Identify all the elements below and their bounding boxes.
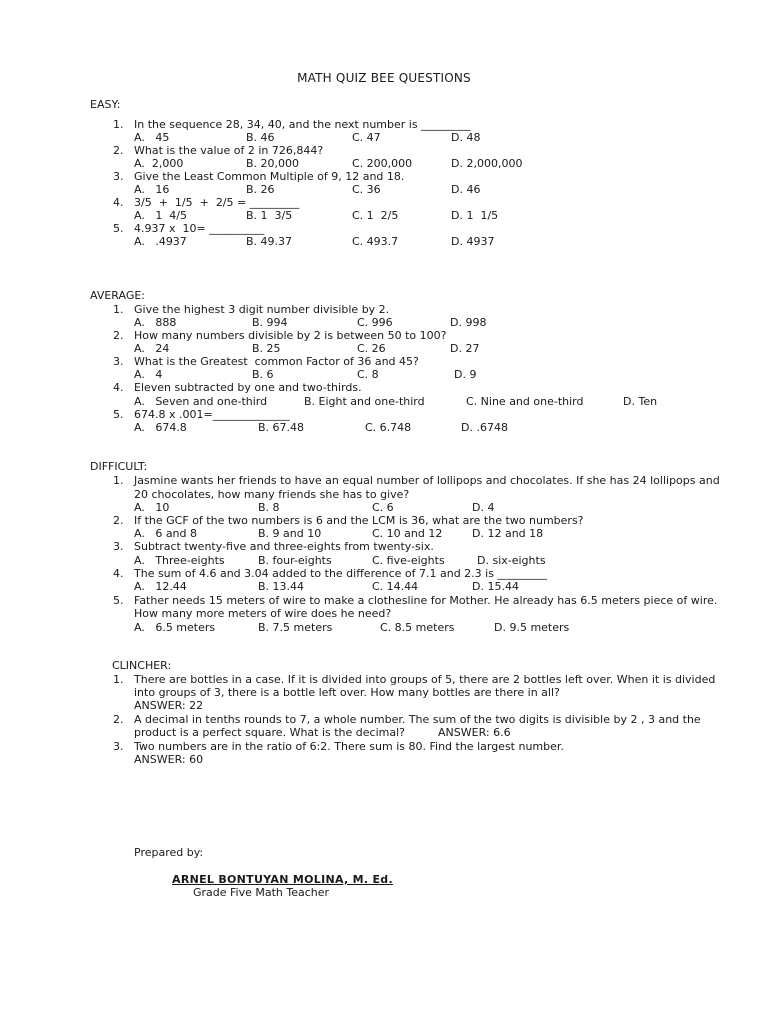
option-b: B. 9 and 10 (258, 527, 322, 540)
answer: ANSWER: 22 (134, 699, 204, 712)
question-text: If the GCF of the two numbers is 6 and the LCM is 36, what are the two numbers? (134, 514, 584, 527)
question-number: 1. (113, 303, 124, 316)
option-c: C. five-eights (372, 554, 445, 567)
question-number: 4. (113, 381, 124, 394)
option-c: C. 36 (352, 183, 381, 196)
question-text: A decimal in tenths rounds to 7, a whole number. The sum of the two digits is divisible by 2 , 3 and the (134, 713, 701, 726)
option-b: B. four-eights (258, 554, 332, 567)
question-text-continued: product is a perfect square. What is the decimal? (134, 726, 405, 739)
question-text: Two numbers are in the ratio of 6:2. There sum is 80. Find the largest number. (134, 740, 564, 753)
question-number: 3. (113, 170, 124, 183)
question-text: Give the Least Common Multiple of 9, 12 and 18. (134, 170, 405, 183)
option-b: B. 8 (258, 501, 280, 514)
option-b: B. 20,000 (246, 157, 300, 170)
option-a: A. 2,000 (134, 157, 184, 170)
question-number: 5. (113, 594, 124, 607)
question-text-continued: How many more meters of wire does he need? (134, 607, 392, 620)
section-heading-easy: EASY: (90, 98, 121, 111)
option-a: A. 6 and 8 (134, 527, 198, 540)
question-number: 1. (113, 474, 124, 487)
option-b: B. 26 (246, 183, 275, 196)
option-c: C. 10 and 12 (372, 527, 443, 540)
question-number: 2. (113, 144, 124, 157)
question-number: 3. (113, 355, 124, 368)
option-b: B. 994 (252, 316, 288, 329)
question-number: 5. (113, 408, 124, 421)
option-b: B. 25 (252, 342, 281, 355)
option-b: B. 13.44 (258, 580, 305, 593)
section-heading-clincher: CLINCHER: (112, 659, 172, 672)
author-name: ARNEL BONTUYAN MOLINA, M. Ed. (172, 873, 393, 886)
question-text: How many numbers divisible by 2 is between 50 to 100? (134, 329, 447, 342)
question-text: The sum of 4.6 and 3.04 added to the difference of 7.1 and 2.3 is _________ (134, 567, 547, 580)
question-text: Give the highest 3 digit number divisible by 2. (134, 303, 390, 316)
option-a: A. Three-eights (134, 554, 225, 567)
question-number: 4. (113, 567, 124, 580)
option-d: D. 1 1/5 (451, 209, 499, 222)
option-c: C. 996 (357, 316, 393, 329)
option-d: D. 4 (472, 501, 495, 514)
question-number: 3. (113, 540, 124, 553)
answer: ANSWER: 60 (134, 753, 204, 766)
option-d: D. 48 (451, 131, 481, 144)
question-text: What is the Greatest common Factor of 36 and 45? (134, 355, 419, 368)
option-d: D. 4937 (451, 235, 495, 248)
question-text-continued: 20 chocolates, how many friends she has to give? (134, 488, 410, 501)
option-a: A. 16 (134, 183, 170, 196)
option-c: C. 200,000 (352, 157, 413, 170)
option-a: A. 674.8 (134, 421, 187, 434)
option-a: A. 4 (134, 368, 163, 381)
option-c: C. 26 (357, 342, 386, 355)
option-d: D. .6748 (461, 421, 508, 434)
author-role: Grade Five Math Teacher (193, 886, 330, 899)
option-d: D. 27 (450, 342, 480, 355)
option-a: A. 45 (134, 131, 170, 144)
question-text: Subtract twenty-five and three-eights from twenty-six. (134, 540, 434, 553)
option-c: C. 6.748 (365, 421, 412, 434)
option-d: D. 998 (450, 316, 487, 329)
option-d: D. six-eights (477, 554, 546, 567)
option-b: B. 49.37 (246, 235, 293, 248)
question-text: Eleven subtracted by one and two-thirds. (134, 381, 362, 394)
question-text: In the sequence 28, 34, 40, and the next number is _________ (134, 118, 471, 131)
option-d: D. Ten (623, 395, 658, 408)
option-b: B. 1 3/5 (246, 209, 293, 222)
question-number: 4. (113, 196, 124, 209)
page-title: MATH QUIZ BEE QUESTIONS (297, 71, 471, 85)
option-a: A. 888 (134, 316, 177, 329)
question-text: 3/5 + 1/5 + 2/5 = _________ (134, 196, 300, 209)
option-b: B. Eight and one-third (304, 395, 425, 408)
question-number: 3. (113, 740, 124, 753)
option-d: D. 2,000,000 (451, 157, 523, 170)
option-a: A. Seven and one-third (134, 395, 268, 408)
section-heading-difficult: DIFFICULT: (90, 460, 148, 473)
option-a: A. 24 (134, 342, 170, 355)
question-number: 5. (113, 222, 124, 235)
option-d: D. 12 and 18 (472, 527, 544, 540)
option-c: C. Nine and one-third (466, 395, 584, 408)
option-c: C. 14.44 (372, 580, 419, 593)
option-b: B. 7.5 meters (258, 621, 333, 634)
section-heading-average: AVERAGE: (90, 289, 146, 302)
question-number: 1. (113, 118, 124, 131)
option-c: C. 6 (372, 501, 394, 514)
question-number: 1. (113, 673, 124, 686)
question-text: 674.8 x .001=______________ (134, 408, 290, 421)
option-d: D. 9.5 meters (494, 621, 570, 634)
option-d: D. 46 (451, 183, 481, 196)
option-c: C. 8.5 meters (380, 621, 455, 634)
option-a: A. 10 (134, 501, 170, 514)
question-text: What is the value of 2 in 726,844? (134, 144, 324, 157)
question-text: There are bottles in a case. If it is divided into groups of 5, there are 2 bottles left over. When it is divided (134, 673, 716, 686)
question-number: 2. (113, 713, 124, 726)
option-c: C. 493.7 (352, 235, 399, 248)
question-text: Father needs 15 meters of wire to make a clothesline for Mother. He already has 6.5 meters piece of wire. (134, 594, 718, 607)
answer: ANSWER: 6.6 (438, 726, 511, 739)
option-b: B. 46 (246, 131, 275, 144)
option-a: A. .4937 (134, 235, 187, 248)
option-c: C. 47 (352, 131, 381, 144)
option-b: B. 67.48 (258, 421, 305, 434)
prepared-by-label: Prepared by: (134, 846, 204, 859)
option-c: C. 8 (357, 368, 379, 381)
question-number: 2. (113, 514, 124, 527)
question-number: 2. (113, 329, 124, 342)
option-a: A. 6.5 meters (134, 621, 216, 634)
question-text: Jasmine wants her friends to have an equal number of lollipops and chocolates. If she has 24 lollipops and (134, 474, 720, 487)
question-text-continued: into groups of 3, there is a bottle left over. How many bottles are there in all? (134, 686, 560, 699)
option-d: D. 9 (454, 368, 477, 381)
option-a: A. 12.44 (134, 580, 187, 593)
option-b: B. 6 (252, 368, 274, 381)
option-d: D. 15.44 (472, 580, 519, 593)
option-a: A. 1 4/5 (134, 209, 188, 222)
question-text: 4.937 x 10= __________ (134, 222, 265, 235)
option-c: C. 1 2/5 (352, 209, 399, 222)
